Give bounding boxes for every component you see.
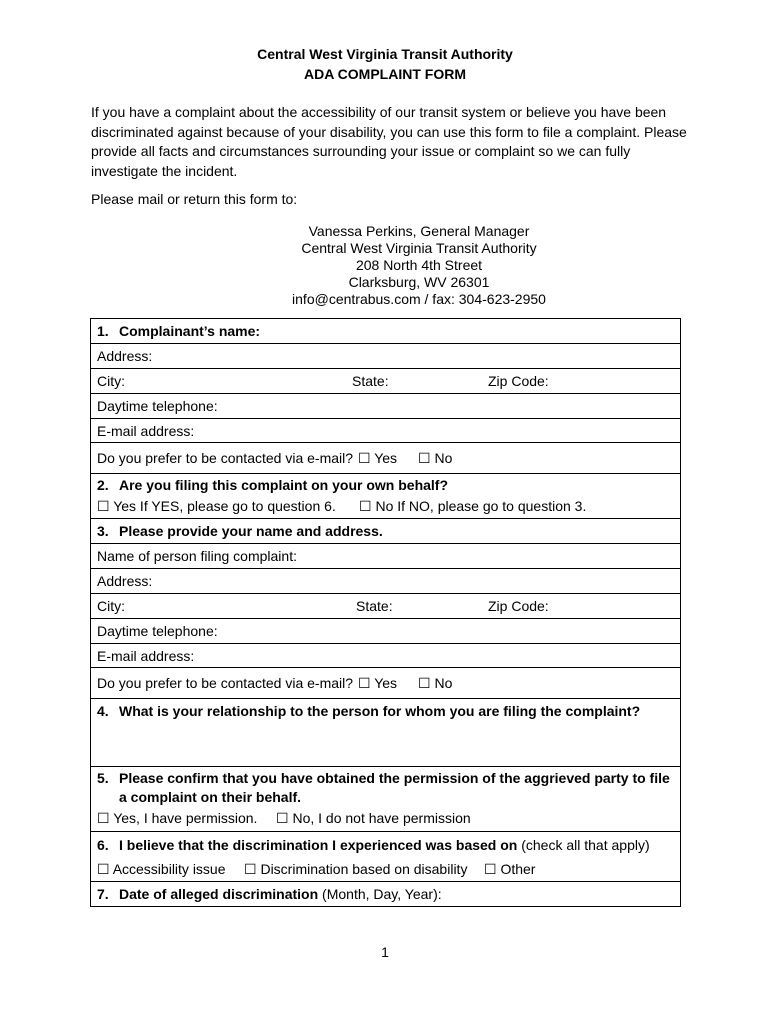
own-behalf-no-checkbox[interactable]: [359, 496, 586, 517]
q5-no-label: No, I do not have permission: [292, 809, 471, 826]
mail-instruction: Please mail or return this form to:: [91, 191, 298, 207]
own-behalf-yes-checkbox[interactable]: [97, 496, 336, 517]
other-checkbox[interactable]: [484, 857, 535, 881]
checkbox-icon: ☐: [418, 450, 431, 466]
checkbox-icon: ☐: [244, 860, 257, 877]
state-field[interactable]: State:: [352, 373, 389, 389]
address-label: Address:: [97, 348, 153, 364]
contact-question: Do you prefer to be contacted via e-mail?: [97, 450, 354, 466]
q3-city-row: [91, 594, 681, 619]
address-line-2: Central West Virginia Transit Authority: [301, 240, 537, 256]
filer-contact-no-checkbox[interactable]: [418, 668, 452, 698]
checkbox-icon: ☐: [97, 498, 110, 514]
q5-row: [91, 767, 681, 832]
address-label: Address:: [97, 573, 153, 589]
email-label: E-mail address:: [97, 647, 195, 664]
q7-number: 7.: [97, 886, 109, 902]
contact-yes-checkbox[interactable]: [358, 443, 397, 473]
form-title: ADA COMPLAINT FORM: [303, 66, 467, 82]
q3-phone-row: [91, 619, 681, 644]
filer-name-label: Name of person filing complaint:: [97, 548, 297, 564]
phone-label: Daytime telephone:: [97, 623, 218, 639]
q7-label-suffix: (Month, Day, Year):: [318, 886, 442, 902]
opt1-label: Accessibility issue: [112, 860, 226, 877]
email-address-field[interactable]: [91, 419, 681, 443]
city-state-zip-cell: [91, 369, 681, 394]
daytime-telephone-field[interactable]: [91, 394, 681, 419]
q3-heading-row: [91, 519, 681, 544]
q1-number: 1.: [97, 323, 109, 339]
q1-name-row: [91, 319, 681, 344]
disability-discrimination-checkbox[interactable]: [244, 857, 467, 881]
no-label: No: [434, 675, 453, 691]
discrimination-date-field[interactable]: [91, 882, 681, 907]
q4-row: [91, 699, 681, 767]
filer-state-field[interactable]: State:: [356, 598, 393, 614]
q5-number: 5.: [97, 769, 109, 786]
filer-contact-yes-checkbox[interactable]: [358, 668, 397, 698]
filer-telephone-field[interactable]: [91, 619, 681, 644]
address-line-1: Vanessa Perkins, General Manager: [308, 223, 530, 239]
q6-cell: [91, 832, 681, 882]
q1-city-row: [91, 369, 681, 394]
q6-label: I believe that the discrimination I experienced was based on: [119, 836, 518, 853]
checkbox-icon: ☐: [97, 860, 110, 877]
q1-address-row: [91, 344, 681, 369]
q6-label-suffix: (check all that apply): [517, 836, 650, 853]
q6-row: [91, 832, 681, 882]
permission-yes-checkbox[interactable]: [97, 807, 257, 830]
q3-name-row: [91, 544, 681, 569]
q3-number: 3.: [97, 523, 109, 539]
email-label: E-mail address:: [97, 422, 195, 439]
q3-label: Please provide your name and address.: [119, 523, 383, 539]
filer-name-field[interactable]: [91, 544, 681, 569]
city-field[interactable]: City:: [97, 373, 125, 389]
q1-contact-row: [91, 443, 681, 474]
checkbox-icon: ☐: [359, 498, 372, 514]
q2-cell: [91, 474, 681, 519]
q7-row: [91, 882, 681, 907]
checkbox-icon: ☐: [97, 809, 110, 826]
yes-label: Yes: [374, 450, 398, 466]
checkbox-icon: ☐: [418, 675, 431, 691]
q5-label-line2: a complaint on their behalf.: [119, 788, 302, 805]
filer-contact-pref-cell: [91, 668, 681, 699]
intro-paragraph: If you have a complaint about the accessibility of our transit system or believe you have been discriminated against because of your disability, you can use this form to file a complaint. Please provide all facts and circumstances surrounding your issue or complaint so we can fully investigate the incident.: [91, 104, 687, 179]
address-line-5: info@centrabus.com / fax: 304-623-2950: [292, 291, 546, 307]
q1-email-row: [91, 419, 681, 443]
filer-address-field[interactable]: [91, 569, 681, 594]
filer-contact-question: Do you prefer to be contacted via e-mail?: [97, 675, 354, 691]
org-title: Central West Virginia Transit Authority: [257, 46, 513, 62]
q3-email-row: [91, 644, 681, 668]
complaint-form-table: [90, 318, 681, 907]
permission-no-checkbox[interactable]: [276, 807, 471, 830]
page-number: 1: [381, 944, 389, 960]
checkbox-icon: ☐: [276, 809, 289, 826]
filer-email-field[interactable]: [91, 644, 681, 668]
q6-number: 6.: [97, 836, 109, 853]
q4-label: What is your relationship to the person for whom you are filing the complaint?: [119, 703, 641, 719]
relationship-field[interactable]: [91, 699, 681, 767]
q2-row: [91, 474, 681, 519]
yes-label: Yes: [374, 675, 398, 691]
filer-city-field[interactable]: City:: [97, 598, 125, 614]
checkbox-icon: ☐: [358, 675, 371, 691]
address-line-3: 208 North 4th Street: [355, 257, 483, 273]
filer-zip-field[interactable]: Zip Code:: [488, 598, 549, 614]
complainant-address-field[interactable]: [91, 344, 681, 369]
complainant-name-field[interactable]: [91, 319, 681, 344]
mailing-address: [0, 223, 770, 308]
q5-cell: [91, 767, 681, 832]
accessibility-issue-checkbox[interactable]: [97, 857, 226, 881]
checkbox-icon: ☐: [484, 860, 497, 877]
q1-label: Complainant’s name:: [119, 323, 261, 339]
phone-label: Daytime telephone:: [97, 398, 218, 414]
q5-yes-label: Yes, I have permission.: [113, 809, 258, 826]
opt2-label: Discrimination based on disability: [260, 860, 468, 877]
q4-number: 4.: [97, 703, 109, 719]
q2-label: Are you filing this complaint on your own behalf?: [119, 477, 449, 493]
contact-no-checkbox[interactable]: [418, 443, 452, 473]
zip-field[interactable]: Zip Code:: [488, 373, 549, 389]
q1-phone-row: [91, 394, 681, 419]
q5-label-line1: Please confirm that you have obtained the permission of the aggrieved party to file: [119, 769, 670, 786]
contact-pref-cell: [91, 443, 681, 474]
no-label: No: [434, 450, 453, 466]
q3-address-row: [91, 569, 681, 594]
q7-label: Date of alleged discrimination: [119, 886, 319, 902]
filer-city-state-zip-cell: [91, 594, 681, 619]
q2-number: 2.: [97, 477, 109, 493]
q2-no-label: No If NO, please go to question 3.: [375, 498, 587, 514]
opt3-label: Other: [500, 860, 536, 877]
q3-contact-row: [91, 668, 681, 699]
checkbox-icon: ☐: [358, 450, 371, 466]
q2-yes-label: Yes If YES, please go to question 6.: [113, 498, 336, 514]
address-line-4: Clarksburg, WV 26301: [348, 274, 490, 290]
